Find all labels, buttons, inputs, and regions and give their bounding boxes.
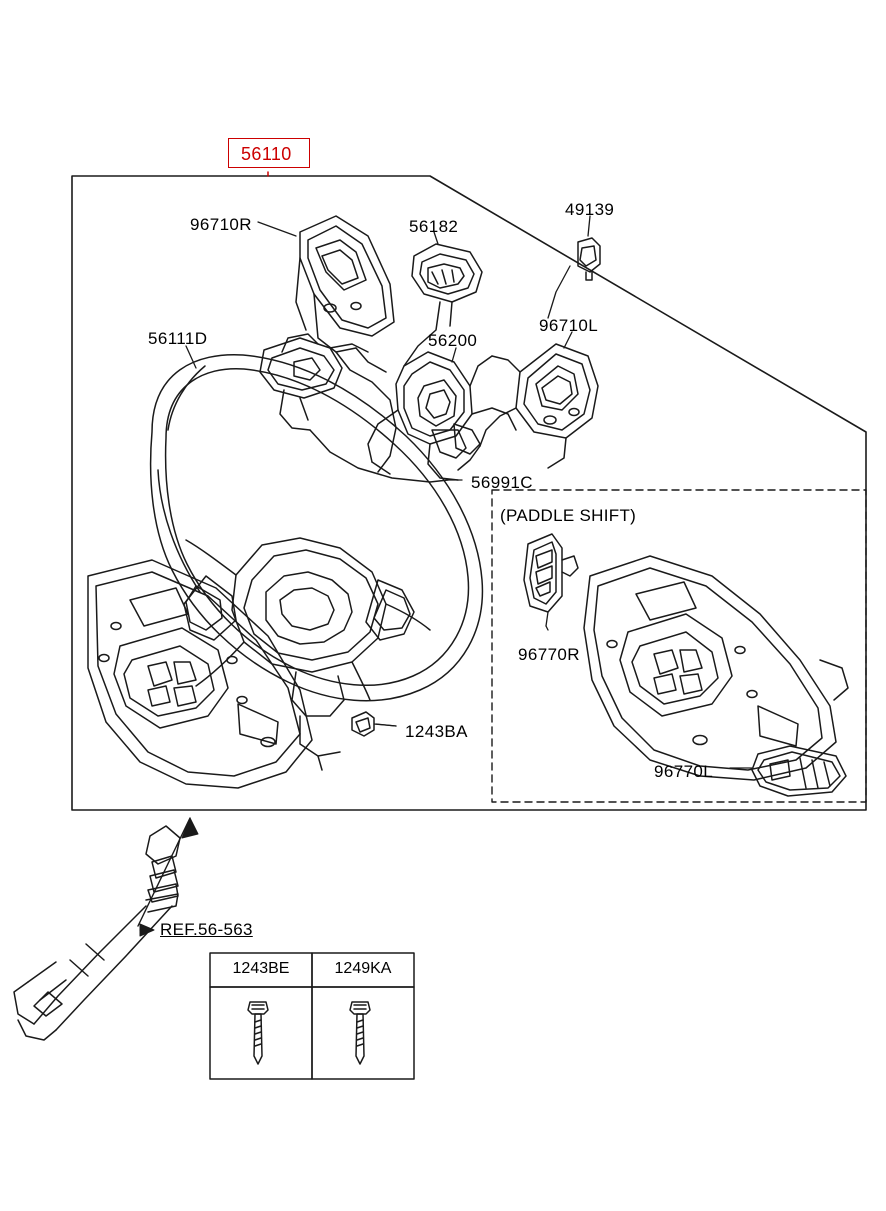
label-56111D: 56111D: [148, 329, 208, 348]
table-header-1249KA: 1249KA: [334, 960, 392, 977]
label-96770L: 96770L: [654, 762, 714, 781]
table-header-1243BE: 1243BE: [232, 960, 290, 977]
label-96770R: 96770R: [518, 645, 580, 664]
paddle-shift-note: (PADDLE SHIFT): [500, 506, 637, 525]
label-1243BA: 1243BA: [405, 722, 468, 741]
label-96710R: 96710R: [190, 215, 252, 234]
reference-note: REF.56-563: [160, 920, 253, 939]
label-56200: 56200: [428, 331, 478, 350]
label-96710L: 96710L: [539, 316, 599, 335]
label-56991C: 56991C: [471, 473, 533, 492]
label-49139: 49139: [565, 200, 615, 219]
label-56182: 56182: [409, 217, 459, 236]
main-part-number: 56110: [241, 144, 292, 164]
